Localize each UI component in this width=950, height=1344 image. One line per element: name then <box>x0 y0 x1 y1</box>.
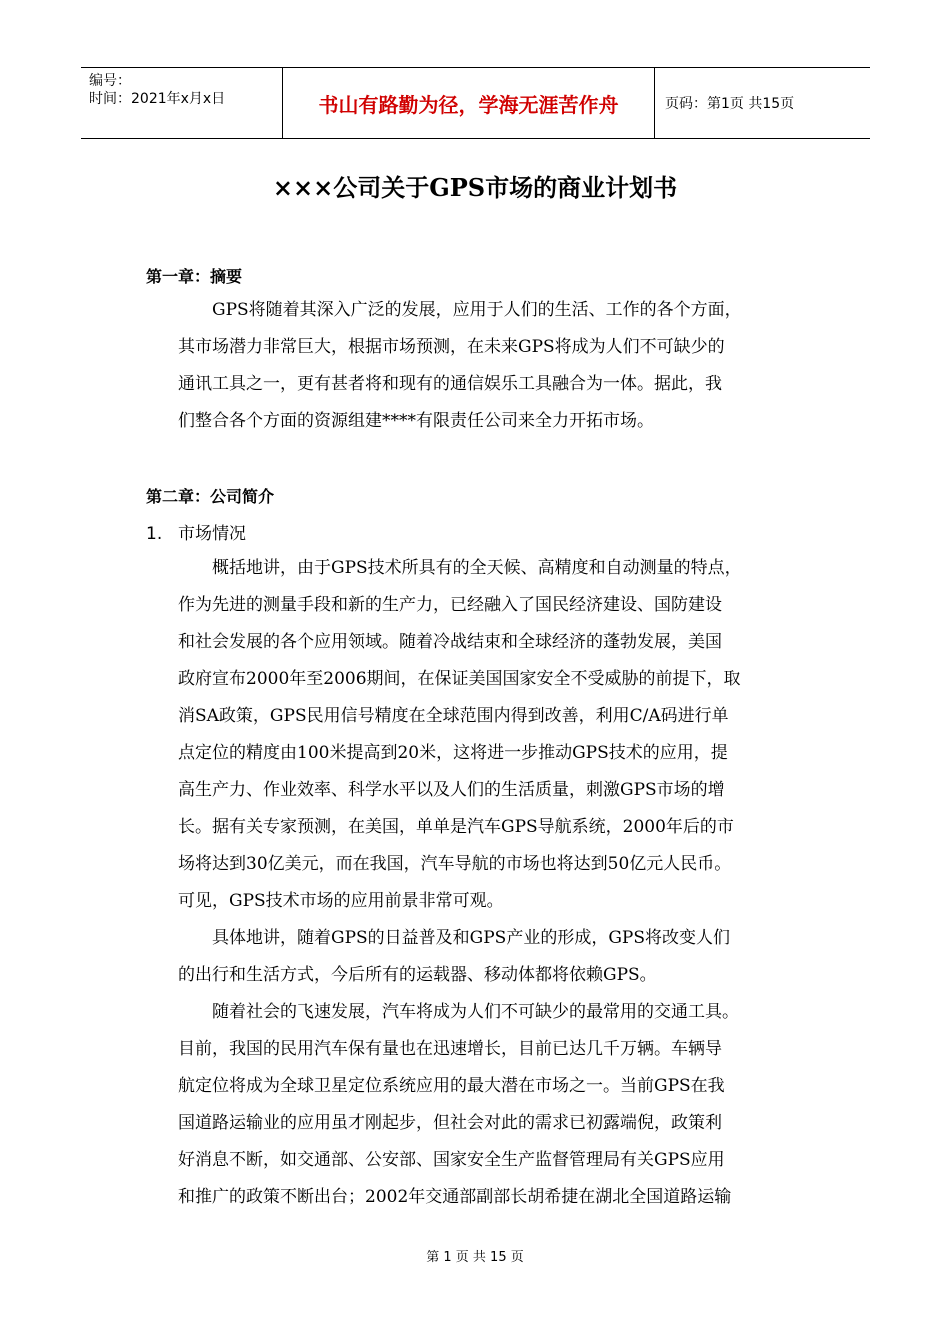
text-line: 点定位的精度由100米提高到20米，这将进一步推动GPS技术的应用，提 <box>178 743 728 763</box>
text-line: 国道路运输业的应用虽才刚起步，但社会对此的需求已初露端倪，政策利 <box>178 1113 722 1133</box>
text-line: 作为先进的测量手段和新的生产力，已经融入了国民经济建设、国防建设 <box>178 595 722 615</box>
header-page-info: 页码：第1页 共15页 <box>665 96 795 112</box>
list-label: 市场情况 <box>178 524 246 544</box>
header-meta <box>81 68 282 138</box>
page-footer: 第 1 页 共 15 页 <box>426 1250 524 1265</box>
list-number: 1. <box>146 524 163 544</box>
text-line: 具体地讲，随着GPS的日益普及和GPS产业的形成，GPS将改变人们 <box>212 928 730 948</box>
text-line: 政府宣布2000年至2006期间，在保证美国国家安全不受威胁的前提下，取 <box>178 669 741 689</box>
document-title: ×××公司关于GPS市场的商业计划书 <box>272 173 678 202</box>
number-label: 编号： <box>89 73 131 89</box>
text-line: 的出行和生活方式，今后所有的运载器、移动体都将依赖GPS。 <box>178 965 657 985</box>
text-line: 长。据有关专家预测，在美国，单单是汽车GPS导航系统，2000年后的市 <box>178 817 734 837</box>
text-line: 概括地讲，由于GPS技术所具有的全天候、高精度和自动测量的特点， <box>212 558 742 578</box>
chapter1-paragraph <box>178 292 808 440</box>
list-item-market <box>146 519 246 544</box>
text-line: 场将达到30亿美元，而在我国，汽车导航的市场也将达到50亿元人民币。 <box>178 854 732 874</box>
text-line: 目前，我国的民用汽车保有量也在迅速增长，目前已达几千万辆。车辆导 <box>178 1039 722 1059</box>
text-line: 消SA政策，GPS民用信号精度在全球范围内得到改善，利用C/A码进行单 <box>178 706 729 726</box>
text-line: 高生产力、作业效率、科学水平以及人们的生活质量，刺激GPS市场的增 <box>178 780 725 800</box>
text-line: 其市场潜力非常巨大，根据市场预测，在未来GPS将成为人们不可缺少的 <box>178 337 725 357</box>
chapter1-heading: 第一章：摘要 <box>146 267 243 286</box>
text-line: 随着社会的飞速发展，汽车将成为人们不可缺少的最常用的交通工具。 <box>212 1002 739 1022</box>
text-line: GPS将随着其深入广泛的发展，应用于人们的生活、工作的各个方面， <box>212 300 742 320</box>
header-table <box>81 67 870 139</box>
chapter2-paragraph-1 <box>178 550 808 1216</box>
text-line: 好消息不断，如交通部、公安部、国家安全生产监督管理局有关GPS应用 <box>178 1150 725 1170</box>
chapter2-heading: 第二章：公司简介 <box>146 487 275 506</box>
text-line: 们整合各个方面的资源组建****有限责任公司来全力开拓市场。 <box>178 411 654 431</box>
text-line: 通讯工具之一，更有甚者将和现有的通信娱乐工具融合为一体。据此，我 <box>178 374 722 394</box>
text-line: 和推广的政策不断出台；2002年交通部副部长胡希捷在湖北全国道路运输 <box>178 1187 732 1207</box>
text-line: 和社会发展的各个应用领域。随着冷战结束和全球经济的蓬勃发展，美国 <box>178 632 722 652</box>
time-label: 时间：2021年x月x日 <box>89 91 226 107</box>
header-motto: 书山有路勤为径，学海无涯苦作舟 <box>282 68 655 138</box>
text-line: 航定位将成为全球卫星定位系统应用的最大潜在市场之一。当前GPS在我 <box>178 1076 725 1096</box>
text-line: 可见，GPS技术市场的应用前景非常可观。 <box>178 891 504 911</box>
